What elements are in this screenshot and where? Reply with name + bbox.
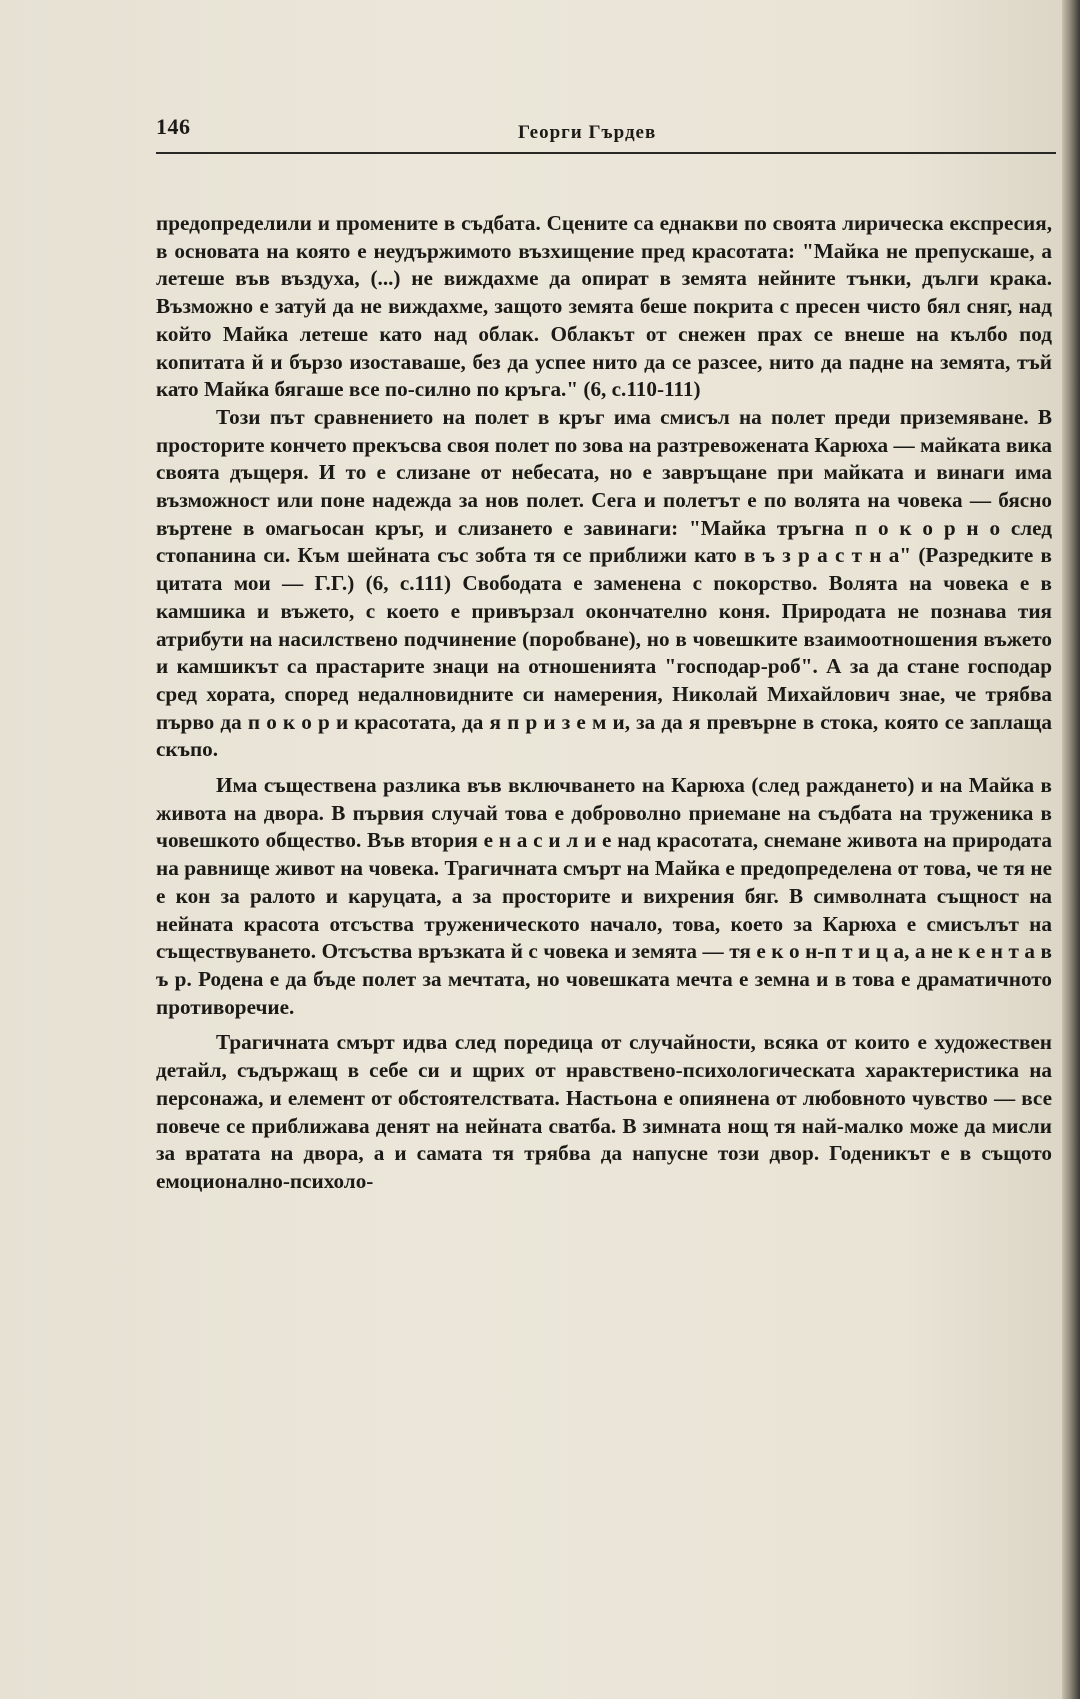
header-rule	[156, 152, 1056, 154]
paragraph-4: Трагичната смърт идва след поредица от случайности, всяка от които е художествен детайл, съдържащ в себе си и щрих от нравствено-психологическата характеристика на персонажа, и елемент от обстоятелствата. Настьона е опиянена от любовното чувство — все повече се приближава денят на нейната сватба. В зимната нощ тя най-малко може да мисли за вратата на двора, а и самата тя трябва да напусне този двор. Годеникът е в същото емоционално-психоло-	[156, 1030, 1052, 1193]
paragraph-3: Има съществена разлика във включването на Карюха (след раждането) и на Майка в живота на двора. В първия случай това е доброволно приемане на съдбата на труженика в човешкото общество. Във втория е н а с и л и е над красотата, снемане живота на природата на равнище живот на човека. Трагичната смърт на Майка е предопределена от това, че тя не е кон за ралото и каруцата, а за просторите и вихрения бяг. В символната същност на нейната красота отсъства труженическото начало, това, което за Карюха е смисълът на съществуването. Отсъства връзката й с човека и земята — тя е к о н-п т и ц а, а не к е н т а в ъ р. Родена е да бъде полет за мечтата, но човешката мечта е земна и в това е драматичното противоречие.	[156, 773, 1052, 1019]
book-spine-shadow	[1062, 0, 1080, 1699]
paragraph-1: предопределили и промените в съдбата. Сцените са еднакви по своята лирическа експресия, в основата на която е неудържимото възхищение пред красотата: "Майка не препускаше, а летеше във въздуха, (...) не виждахме да опират в земята нейните тънки, дълги крака. Възможно е затуй да не виждахме, защото земята беше покрита с пресен чисто бял сняг, над който Майка летеше като над облак. Облакът от снежен прах се внеше на кълбо под копитата й и бързо изоставаше, без да успее нито да се разсее, нито да падне на земята, тъй като Майка бягаше все по-силно по кръга." (6, с.110-111)	[156, 211, 1052, 402]
paragraph-2: Този път сравнението на полет в кръг има смисъл на полет преди приземяване. В просторите кончето прекъсва своя полет по зова на разтревожената Карюха — майката вика своята дъщеря. И то е слизане от небесата, но е завръщане при майката и винаги има възможност или поне надежда за нов полет. Сега и полетът е по волята на човека — бясно въртене в омагьосан кръг, и слизането е завинаги: "Майка тръгна п о к о р н о след стопанина си. Към шейната със зобта тя се приближи като в ъ з р а с т н а" (Разредките в цитата мои — Г.Г.) (6, с.111) Свободата е заменена с покорство. Волята на човека е в камшика и въжето, с което е привързал окончателно коня. Природата не познава тия атрибути на насилствено подчинение (поробване), но в човешките взаимоотношения въжето и камшикът са прастарите знаци на отношенията "господар-роб". А за да стане господар сред хората, според недалновидните си намерения, Николай Михайлович знае, че трябва първо да п о к о р и красотата, да я п р и з е м и, за да я превърне в стока, която се заплаща скъпо.	[156, 404, 1052, 762]
body-text	[156, 210, 1052, 1196]
running-head-author: Георги Гърдев	[518, 122, 657, 143]
page-header	[156, 114, 1056, 154]
page-number: 146	[156, 114, 191, 139]
